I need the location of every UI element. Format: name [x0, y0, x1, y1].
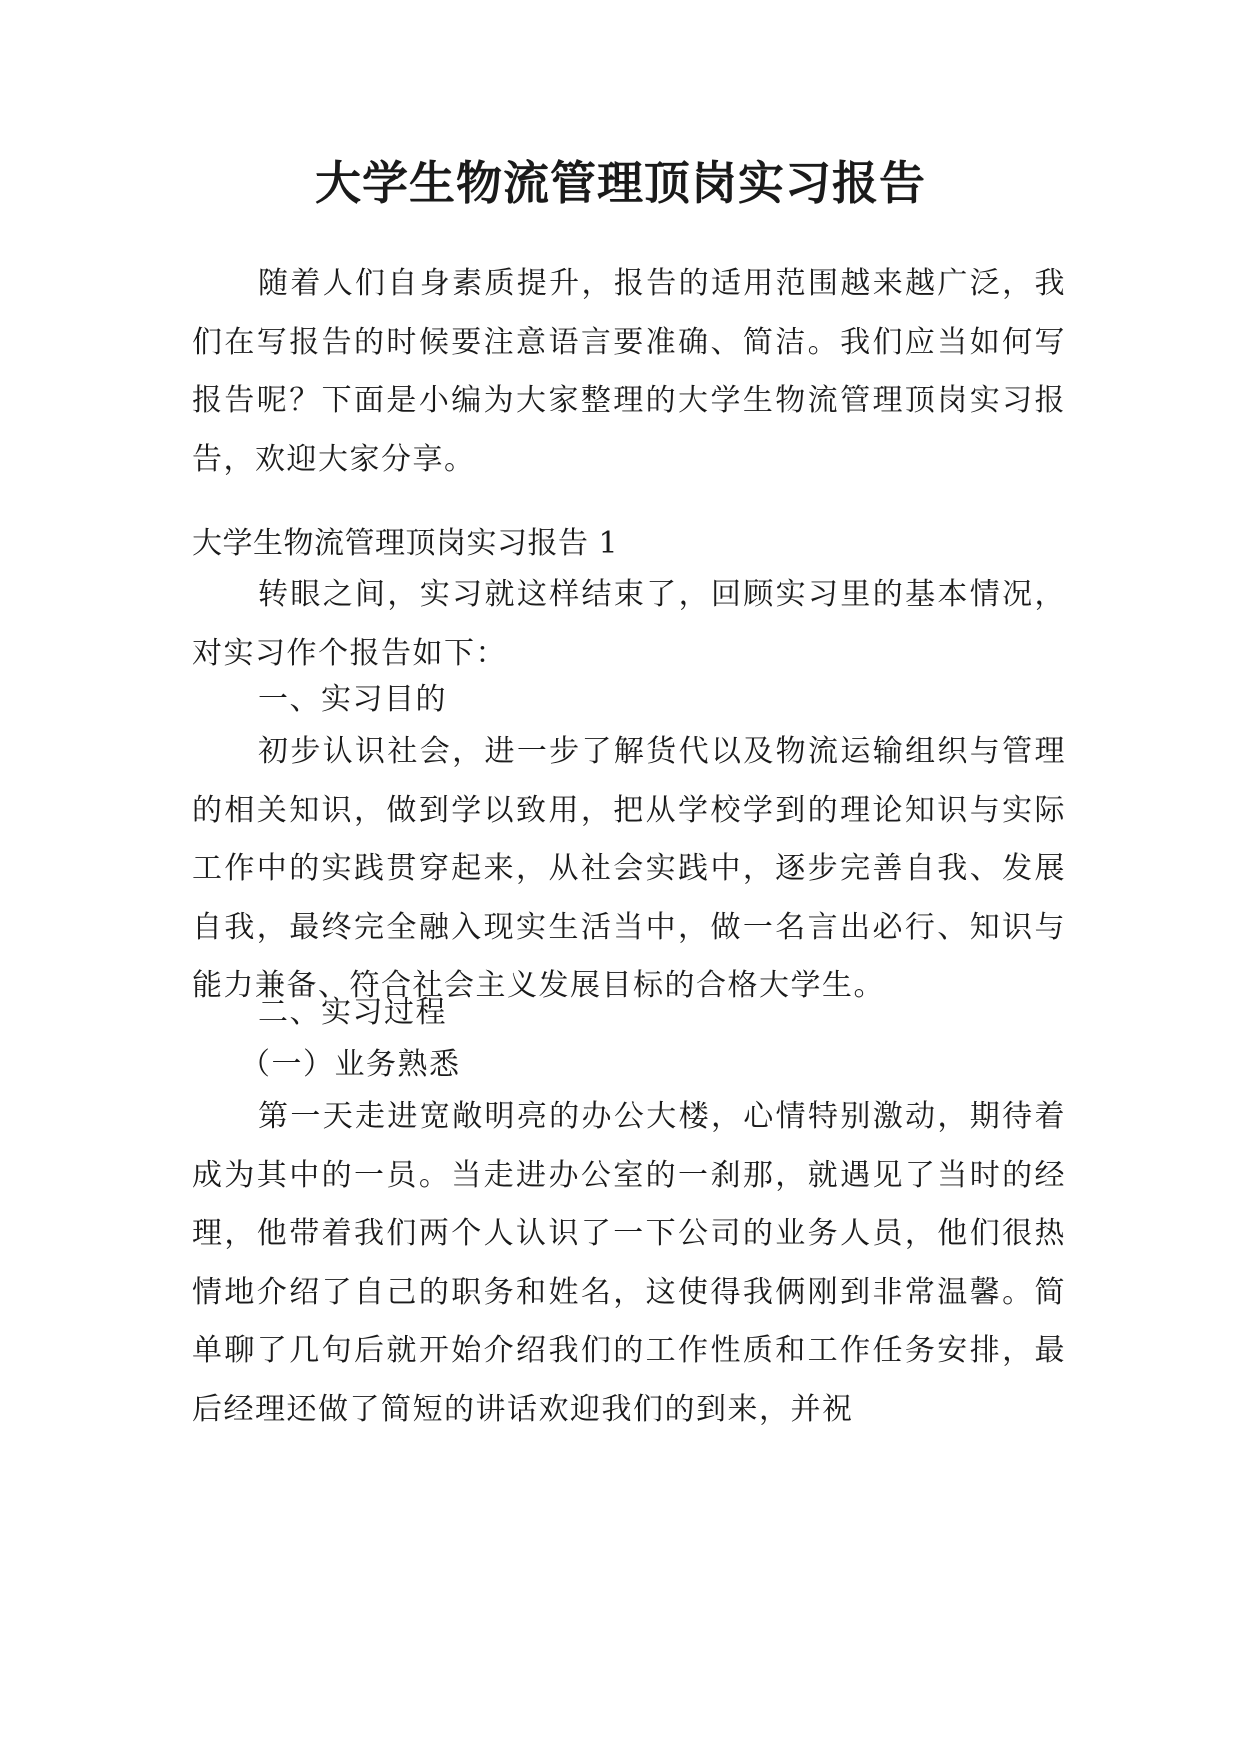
- subheading-familiarization: （一）业务熟悉: [240, 1047, 461, 1082]
- process-paragraph: 第一天走进宽敞明亮的办公大楼，心情特别激动，期待着成为其中的一员。当走进办公室的一刹那，就遇见了当时的经理，他带着我们两个人认识了一下公司的业务人员，他们很热情地介绍了自己的职务和姓名，这使得我俩刚到非常温馨。简单聊了几句后就开始介绍我们的工作性质和工作任务安排，最后经理还做了简短的讲话欢迎我们的到来，并祝: [192, 1099, 1066, 1427]
- opening-paragraph: 转眼之间，实习就这样结束了，回顾实习里的基本情况，对实习作个报告如下：: [192, 577, 1066, 671]
- heading-process: 二、实习过程: [258, 995, 447, 1030]
- heading-purpose: 一、实习目的: [258, 682, 447, 717]
- section-title: 大学生物流管理顶岗实习报告 1: [192, 526, 619, 561]
- purpose-paragraph: 初步认识社会，进一步了解货代以及物流运输组织与管理的相关知识，做到学以致用，把从学校学到的理论知识与实际工作中的实践贯穿起来，从社会实践中，逐步完善自我、发展自我，最终完全融入现实生活当中，做一名言出必行、知识与能力兼备、符合社会主义发展目标的合格大学生。: [192, 734, 1066, 1003]
- intro-paragraph: 随着人们自身素质提升，报告的适用范围越来越广泛，我们在写报告的时候要注意语言要准确、简洁。我们应当如何写报告呢？下面是小编为大家整理的大学生物流管理顶岗实习报告，欢迎大家分享。: [192, 266, 1066, 477]
- document-title: 大学生物流管理顶岗实习报告: [315, 156, 926, 210]
